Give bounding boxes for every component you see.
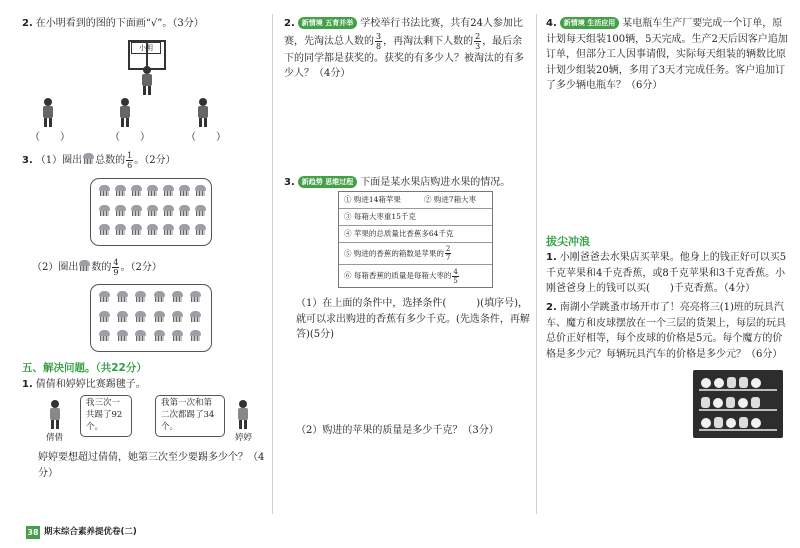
condition-row: ① 购进14箱苹果 ② 购进7箱大枣	[339, 192, 492, 209]
left-solve-q1	[22, 377, 262, 393]
question-text: 南湖小学跳蚤市场开市了！亮亮将三(1)班的玩具汽车、魔方和皮球摆放在一个三层的货架上，每层的玩具总价正好相等，每个皮球的价格是5元。每个魔方的价格是多少元？每辆玩具汽车的价格是多少元？（6分）	[546, 302, 786, 360]
right-b1	[546, 250, 790, 297]
question-tag: 新趋势 思维过程	[298, 176, 357, 188]
name-label-right: 婷婷	[235, 433, 253, 443]
question-text: 倩倩和婷婷比赛踢毽子。	[35, 379, 146, 390]
column-divider-2	[536, 14, 537, 514]
condition-row: ⑥ 每箱香蕉的质量是每箱大枣的 $\frac{4}{5}$	[344, 267, 458, 285]
column-divider-1	[272, 14, 273, 514]
girl-figure-tingting	[236, 400, 250, 430]
boy-figure-left	[41, 98, 55, 128]
answer-paren-left: （ ）	[30, 132, 70, 143]
question-text: ，再淘汰剩下人数的	[383, 35, 474, 47]
cake-grid-1	[90, 178, 212, 246]
part-text: 数的	[91, 262, 112, 273]
fraction: $\frac{3}{8}$	[376, 31, 382, 51]
middle-q3	[284, 175, 530, 191]
part-text: （1）圈出	[35, 155, 83, 166]
question-text: 某电瓶车生产厂要完成一个订单，原计划每天组装100辆，5天完成。生产2天后因客户追加订单，但部分工人因事请假，实际每天组装的辆数比原计划少组装20辆，多用了3天才完成任务。客户追加订了多少辆电瓶车？（6分）	[546, 18, 788, 91]
answer-paren-middle: （ ）	[110, 132, 150, 143]
name-sign: 小明	[131, 42, 161, 54]
question-text: 学校举行书法比赛，共有24人参加比赛，先淘汰总人数的	[284, 18, 523, 47]
question-text: 下面是某水果店购进水果的情况。	[360, 177, 511, 188]
question-number: 2.	[284, 18, 295, 29]
question-tag: 新情境 五育并举	[298, 17, 357, 29]
cake-icon	[78, 259, 91, 272]
right-b2	[546, 300, 790, 362]
section-heading: 五、解决问题。（共22分）	[22, 362, 147, 374]
question-number: 2.	[546, 302, 557, 313]
middle-q3-sub2: （2）购进的苹果的质量是多少千克？（3分）	[296, 425, 499, 436]
fraction: $\frac{2}{3}$	[475, 31, 481, 51]
part-text: 。（2分）	[120, 262, 162, 273]
page-number: 38	[27, 528, 39, 537]
fraction: $\frac{4}{5}$	[453, 267, 458, 285]
cake-icon	[82, 152, 95, 165]
speech-bubble-right: 我第一次和第二次都踢了34个。	[155, 395, 225, 437]
boy-figure-right	[196, 98, 210, 128]
fraction: $\frac{2}{7}$	[445, 245, 451, 262]
answer-paren-right: （ ）	[186, 132, 226, 143]
condition-row: ⑤ 购进的香蕉的箱数是苹果的 $\frac{2}{7}$	[339, 243, 492, 265]
question-number: 1.	[22, 379, 33, 390]
girl-figure-qianqian	[48, 400, 62, 430]
condition-row: ④ 苹果的总质量比香蕉多64千克	[339, 226, 492, 243]
conditions-table	[338, 191, 493, 288]
question-number: 2.	[22, 18, 33, 29]
part-text: （2）圈出	[32, 262, 79, 273]
part-text: 。（2分）	[134, 155, 176, 166]
boy-figure-top	[140, 66, 154, 96]
condition-row: ③ 每箱大枣重15千克	[339, 209, 492, 226]
left-solve-q1-question: 婷婷要想超过倩倩，她第三次至少要踢多少个？（4分）	[38, 452, 265, 479]
question-text: ，最后余下的同学都是获奖的。获奖的有多少人？被淘汰的有多少人？（4分）	[284, 35, 524, 79]
question-text: 小刚爸爸去水果店买苹果。他身上的钱正好可以买5千克苹果和4千克香蕉，或8千克苹果和3千克香蕉。小刚爸爸身上的钱可以买( )千克香蕉。（4分）	[546, 252, 787, 294]
question-number: 3.	[22, 155, 33, 166]
footer-title: 期末综合素养提优卷(二)	[44, 527, 137, 537]
name-label-left: 倩倩	[46, 433, 64, 443]
section-heading-challenge: 拔尖冲浪	[546, 235, 590, 248]
left-q3-part2	[32, 258, 262, 277]
question-number: 3.	[284, 177, 295, 188]
part-text: 总数的	[95, 155, 126, 166]
fraction: $\frac{4}{9}$	[113, 258, 119, 277]
left-q2	[22, 16, 262, 32]
question-tag: 新情境 生活应用	[560, 17, 619, 29]
question-number: 4.	[546, 18, 557, 29]
toy-shelf-image	[693, 370, 783, 438]
question-number: 1.	[546, 252, 557, 263]
cake-grid-2	[90, 284, 212, 352]
boy-figure-middle	[118, 98, 132, 128]
speech-bubble-left: 我三次一共踢了92个。	[80, 395, 132, 437]
question-text: 在小明看到的图的下面画“√”。（3分）	[35, 18, 204, 29]
left-q3-part1	[22, 151, 262, 170]
right-q4	[546, 16, 790, 94]
fraction: $\frac{1}{6}$	[127, 151, 133, 170]
middle-q2	[284, 16, 530, 82]
middle-q3-sub1: （1）在上面的条件中，选择条件( )(填序号)，就可以求出购进的香蕉有多少千克。(先选条件，再解答)(5分)	[296, 298, 530, 340]
